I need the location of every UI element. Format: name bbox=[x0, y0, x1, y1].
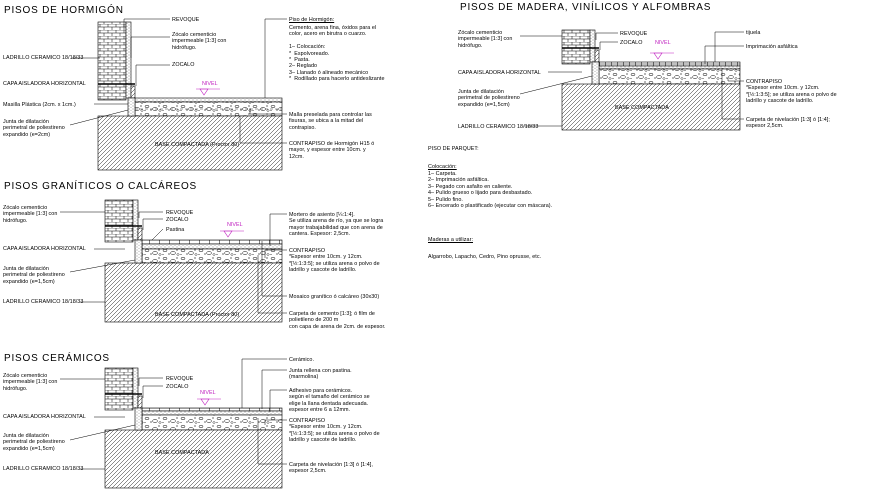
label-piso-hormigon-head: Piso de Hormigón: bbox=[289, 17, 335, 23]
label-parquet: PISO DE PARQUET: bbox=[428, 146, 479, 152]
label-junta: Junta de dilatación perimetral de poliestireno expandido (e=1,5cm) bbox=[3, 266, 65, 285]
label-nivel: NIVEL bbox=[227, 222, 243, 228]
label-carpeta: Carpeta de cemento [1:3]; ó film de polietileno de 200 m con capa de arena de 2cm. de espesor. bbox=[289, 311, 386, 330]
section-title-madera: PISOS DE MADERA, VINÍLICOS Y ALFOMBRAS bbox=[460, 2, 712, 13]
label-mortero: Mortero de asiento [¼:1:4]. Se utiliza arena de río, ya que se logra mayor trabajabilidad que con arena de cantera. Espesor: 2,5cm. bbox=[289, 212, 384, 238]
label-contrapiso: CONTRAPISO de Hormigón H15 ó mayor, y espesor entre 10cm. y 12cm. bbox=[289, 141, 375, 160]
label-revoque: REVOQUE bbox=[166, 376, 194, 382]
label-malla: Malla preselada para controlar las fisuras, se ubica a la mitad del contrapiso. bbox=[289, 112, 372, 131]
label-ladrillo: LADRILLO CERAMICO 18/18/33 bbox=[3, 299, 84, 305]
label-revoque: REVOQUE bbox=[620, 31, 648, 37]
label-piso-hormigon-body: Cemento, arena fina, óxidos para el color, acero en birutra o cuarzo. 1– Colocación: * Espolvoreado. * Pasta. 2– Reglado 3– Llanado ó alineado mecánico * Rodillado para hacerlo antideslizante bbox=[289, 25, 385, 83]
label-capa-aisladora: CAPA AISLADORA HORIZONTAL bbox=[458, 70, 541, 76]
label-carpeta: Carpeta de nivelación [1:3] ó [1:4]; espesor 2,5cm. bbox=[746, 117, 830, 130]
label-base: BASE COMPACTADA bbox=[155, 450, 209, 456]
label-contrapiso: CONTRAPISO *Espesor entre 10cm. y 12cm. *[½:1:3:5]; se utiliza arena o polvo de ladrillo y cascote de ladrillo. bbox=[289, 418, 380, 444]
label-junta-pastina: Junta rellena con pastina. (marmolina) bbox=[289, 368, 352, 381]
label-colocacion-body: 1– Carpeta. 2– Imprimación asfáltica. 3– Pegado con asfalto en caliente. 4– Pulido grueso o lijado para desbastado. 5– Pulido fino. 6– Encerado o plastificado (ejecutar con máscara). bbox=[428, 171, 553, 210]
label-maderas-body: Algarrobo, Lapacho, Cedro, Pino oprusse, etc. bbox=[428, 254, 542, 260]
label-zocalo: ZOCALO bbox=[166, 217, 189, 223]
label-zocalo: ZOCALO bbox=[620, 40, 643, 46]
label-zocalo: ZOCALO bbox=[166, 384, 189, 390]
label-adhesivo: Adhesivo para cerámicos. según el tamaño del cerámico se elige la llana dentada adecuada. espesor entre 6 a 12mm. bbox=[289, 388, 370, 414]
label-base: BASE COMPACTADA bbox=[615, 105, 669, 111]
label-zocalo: ZOCALO bbox=[172, 62, 195, 68]
label-colocacion-head: Colocación: bbox=[428, 164, 457, 170]
section-title-hormigon: PISOS DE HORMIGÓN bbox=[4, 5, 124, 16]
label-junta: Junta de dilatación perimetral de poliestireno expandido (e=1,5cm) bbox=[458, 89, 520, 108]
label-nivel: NIVEL bbox=[200, 390, 216, 396]
label-zocalo-cementicio: Zócalo cementicio impermeable [1:3] con hidrófugo. bbox=[3, 373, 58, 392]
label-capa-aisladora: CAPA AISLADORA HORIZONTAL bbox=[3, 81, 86, 87]
label-contrapiso: CONTRAPISO *Espesor entre 10cm. y 12cm. *[½:1:3:5]; se utiliza arena o polvo de ladrillo y cascote de ladrillo. bbox=[746, 79, 837, 105]
section-title-graniticos: PISOS GRANÍTICOS O CALCÁREOS bbox=[4, 181, 197, 192]
label-imprimacion: Imprimación asfáltica bbox=[746, 44, 798, 50]
label-base: BASE COMPACTADA (Proctor 80) bbox=[155, 312, 240, 318]
label-capa-aisladora: CAPA AISLADORA HORIZONTAL bbox=[3, 246, 86, 252]
label-revoque: REVOQUE bbox=[172, 17, 200, 23]
label-pastina: Pastina bbox=[166, 227, 185, 233]
label-tijuela: tijuela bbox=[746, 30, 761, 36]
label-mosaico: Mosaico granítico ó calcáreo (30x30) bbox=[289, 294, 380, 300]
label-carpeta: Carpeta de nivelación [1:3] ó [1:4], espesor 2,5cm. bbox=[289, 462, 373, 475]
label-nivel: NIVEL bbox=[202, 81, 218, 87]
label-capa-aisladora: CAPA AISLADORA HORIZONTAL bbox=[3, 414, 86, 420]
label-nivel: NIVEL bbox=[655, 40, 671, 46]
label-ceramico: Cerámico. bbox=[289, 357, 315, 363]
label-contrapiso: CONTRAPISO *Espesor entre 10cm. y 12cm. *[½:1:3:5]; se utiliza arena o polvo de ladrillo y cascote de ladrillo. bbox=[289, 248, 380, 274]
label-junta: Junta de dilatación perimetral de poliestireno expandido (e=2cm) bbox=[3, 119, 65, 138]
label-maderas-head: Maderas a utilizar: bbox=[428, 237, 473, 243]
label-junta: Junta de dilatación perimetral de poliestireno expandido (e=1,5cm) bbox=[3, 433, 65, 452]
label-zocalo-cementicio: Zócalo cementicio impermeable [1:3] con hidrófugo. bbox=[172, 32, 227, 51]
label-zocalo-cementicio: Zócalo cementicio impermeable [1:3] con hidrófugo. bbox=[458, 30, 513, 49]
label-masilla: Masilla Plástica (2cm. x 1cm.) bbox=[3, 102, 76, 108]
label-zocalo-cementicio: Zócalo cementicio impermeable [1:3] con hidrófugo. bbox=[3, 205, 58, 224]
label-ladrillo: LADRILLO CERAMICO 18/18/33 bbox=[3, 466, 84, 472]
label-ladrillo: LADRILLO CERAMICO 18/18/33 bbox=[3, 55, 84, 61]
label-base: BASE COMPACTADA (Proctor 80) bbox=[155, 142, 240, 148]
label-revoque: REVOQUE bbox=[166, 210, 194, 216]
label-ladrillo: LADRILLO CERAMICO 18/18/33 bbox=[458, 124, 539, 130]
section-title-ceramicos: PISOS CERÁMICOS bbox=[4, 353, 110, 364]
